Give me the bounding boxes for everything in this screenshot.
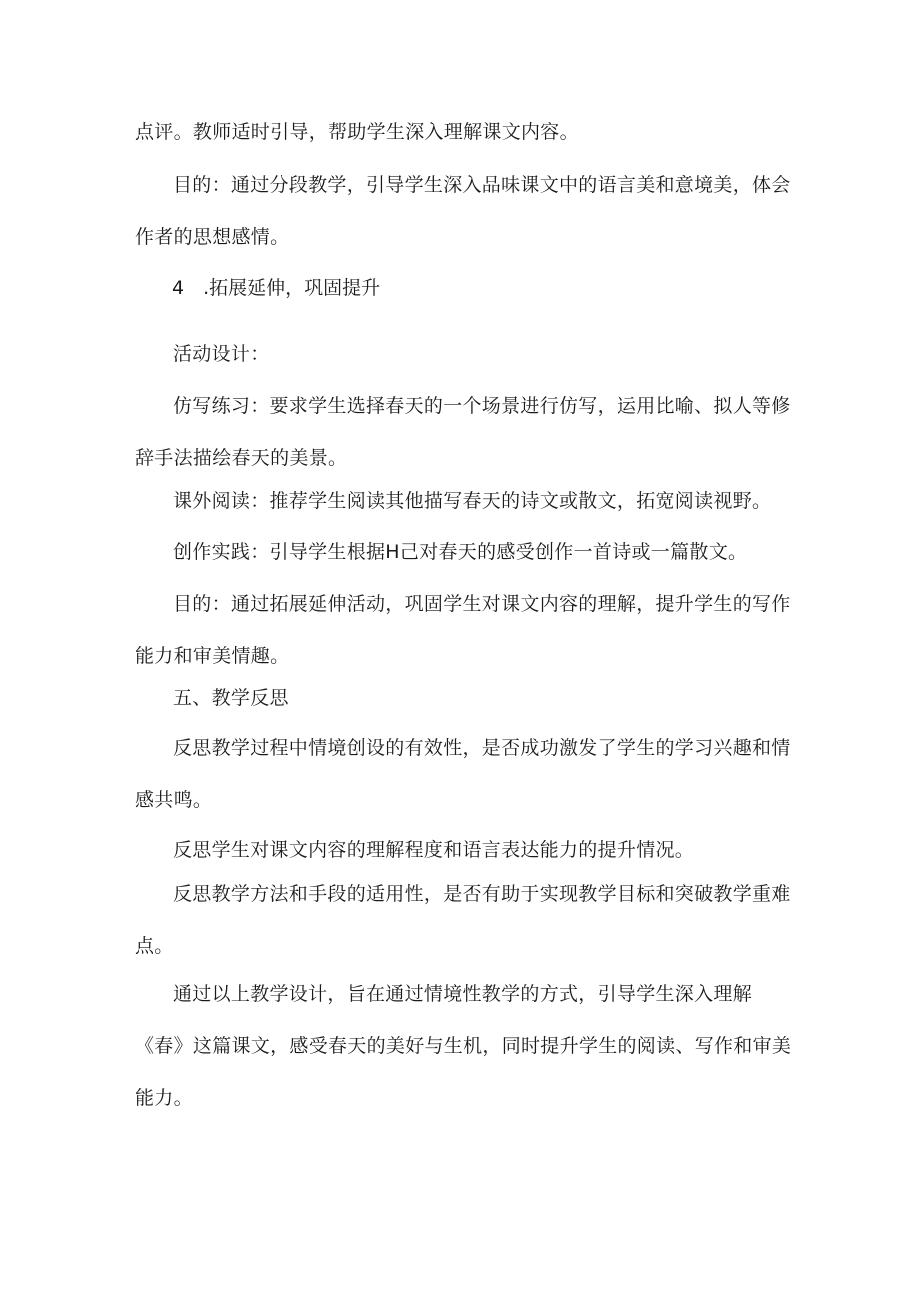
paragraph-creative-practice: 创作实践：引导学生根据H己对春天的感受创作一首诗或一篇散文。 [173, 541, 748, 563]
paragraph-imitation-writing: 仿写练习：要求学生选择春天的一个场景进行仿写，运用比喻、拟人等修辞手法描绘春天的美景。 [135, 395, 791, 469]
paragraph-reflection-situation: 反思教学过程中情境创设的有效性，是否成功激发了学生的学习兴趣和情感共鸣。 [135, 737, 791, 811]
paragraph-purpose-segmented: 目的：通过分段教学，引导学生深入品味课文中的语言美和意境美，体会作者的思想感情。 [135, 174, 791, 248]
paragraph-purpose-extension: 目的：通过拓展延伸活动，巩固学生对课文内容的理解，提升学生的写作能力和审美情趣。 [135, 593, 791, 667]
section-heading-extension: 4 .拓展延伸，巩固提升 [172, 277, 381, 299]
paragraph-reflection-understanding: 反思学生对课文内容的理解程度和语言表达能力的提升情况。 [173, 839, 695, 861]
section-heading-reflection: 五、教学反思 [173, 687, 289, 709]
paragraph-activity-design: 活动设计： [173, 343, 270, 365]
paragraph-conclusion: 通过以上教学设计，旨在通过情境性教学的方式，引导学生深入理解《春》这篇课文，感受春天的美好与生机，同时提升学生的阅读、写作和审美能力。 [135, 983, 792, 1109]
paragraph-extracurricular-reading: 课外阅读：推荐学生阅读其他描写春天的诗文或散文，拓宽阅读视野。 [173, 490, 772, 512]
paragraph-reflection-methods: 反思教学方法和手段的适用性，是否有助于实现教学目标和突破教学重难点。 [135, 883, 791, 957]
paragraph-review: 点评。教师适时引导，帮助学生深入理解课文内容。 [135, 121, 579, 143]
